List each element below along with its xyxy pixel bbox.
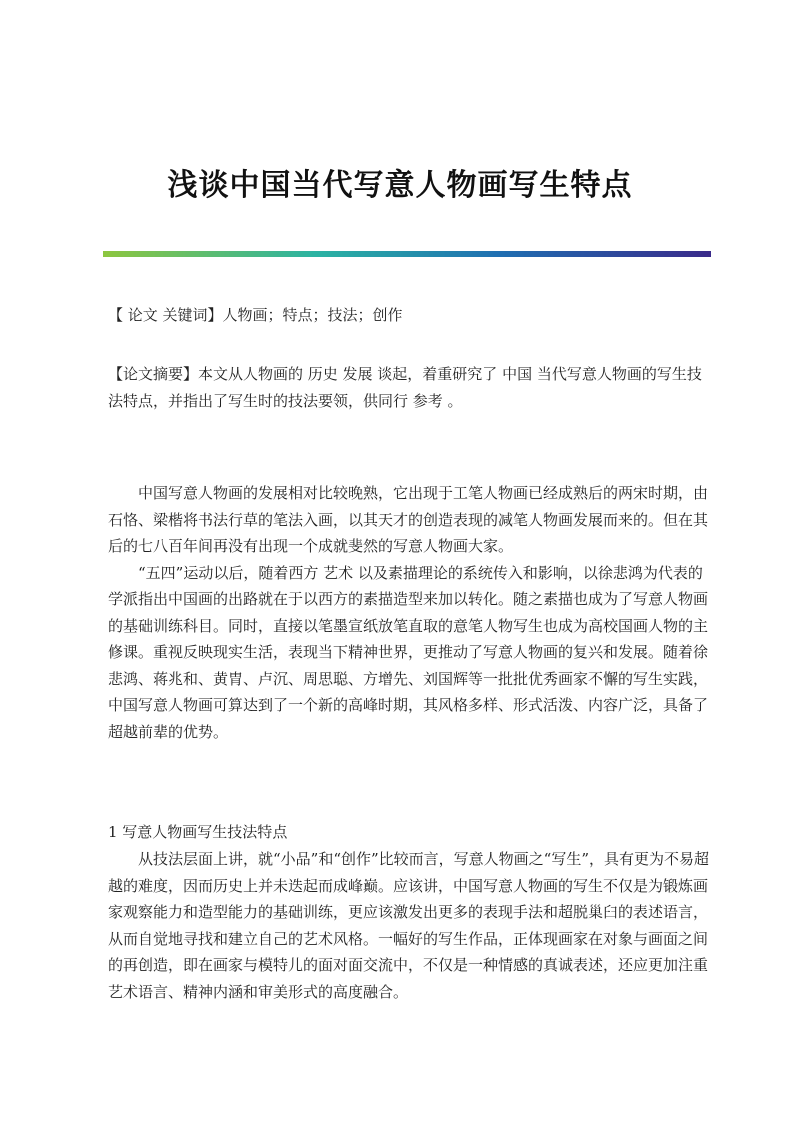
body-section-1 xyxy=(108,846,716,1005)
body-section-intro xyxy=(108,480,716,745)
abstract-paragraph xyxy=(108,361,716,414)
section-paragraph-1: 从技法层面上讲，就“小品”和“创作”比较而言，写意人物画之“写生”，具有更为不易超越的难度，因而历史上并未迭起而成峰巅。应该讲，中国写意人物画的写生不仅是为锻炼画家观察能力和造型能力的基础训练，更应该激发出更多的表现手法和超脱巢臼的表述语言，从而自觉地寻找和建立自己的艺术风格。一幅好的写生作品，正体现画家在对象与画面之间的再创造，即在画家与模特儿的面对面交流中，不仅是一种情感的真诚表述，还应更加注重艺术语言、精神内涵和审美形式的高度融合。 xyxy=(108,850,710,1001)
title-divider xyxy=(103,251,711,257)
keywords-line: 【 论文 关键词】人物画；特点；技法；创作 xyxy=(108,306,403,324)
body-paragraph-1: 中国写意人物画的发展相对比较晚熟，它出现于工笔人物画已经成熟后的两宋时期，由石恪、梁楷将书法行草的笔法入画，以其天才的创造表现的减笔人物画发展而来的。但在其后的七八百年间再没有出现一个成就斐然的写意人物画大家。 xyxy=(108,484,709,555)
abstract-text: 【论文摘要】本文从人物画的 历史 发展 谈起，着重研究了 中国 当代写意人物画的写生技法特点，并指出了写生时的技法要领，供同行 参考 。 xyxy=(108,365,702,410)
section-heading: 1 写意人物画写生技法特点 xyxy=(108,823,288,841)
body-paragraph-2: “五四”运动以后，随着西方 艺术 以及素描理论的系统传入和影响，以徐悲鸿为代表的学派指出中国画的出路就在于以西方的素描造型来加以转化。随之素描也成为了写意人物画的基础训练科目。同时，直接以笔墨宣纸放笔直取的意笔人物写生也成为高校国画人物的主修课。重视反映现实生活，表现当下精神世界，更推动了写意人物画的复兴和发展。随着徐悲鸿、蒋兆和、黄胄、卢沉、周思聪、方增先、刘国辉等一批批优秀画家不懈的写生实践，中国写意人物画可算达到了一个新的高峰时期，其风格多样、形式活泼、内容广泛，具备了超越前辈的优势。 xyxy=(108,563,709,741)
document-title: 浅谈中国当代写意人物画写生特点 xyxy=(167,168,633,203)
